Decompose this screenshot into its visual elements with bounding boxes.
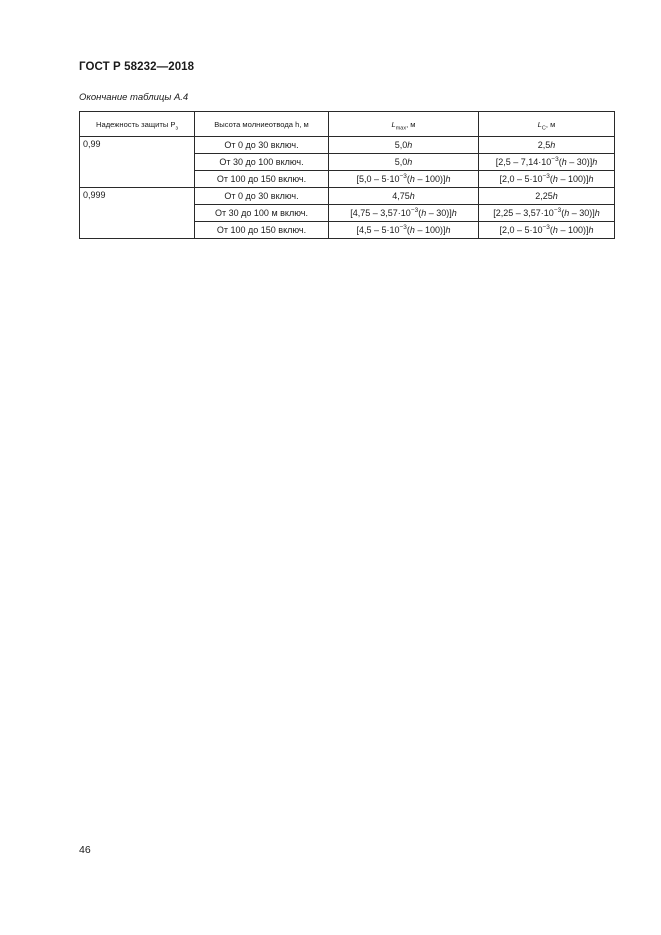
page-number: 46 (79, 844, 91, 856)
cell-lc: 2,25h (479, 188, 615, 205)
cell-lc: $[2,0 - 5\cdot 10^{-3}(h - 100)]h$ (479, 171, 615, 188)
cell-lmax: $[4,75 - 3,57\cdot 10^{-3}(h - 30)]h$ (329, 205, 479, 222)
header-lmax-subscript: max (395, 125, 407, 132)
document-header: ГОСТ Р 58232—2018 (79, 61, 195, 73)
cell-lmax: $[4,5 - 5\cdot 10^{-3}(h - 100)]h$ (329, 222, 479, 239)
header-lc-subscript: C (541, 125, 546, 132)
table-caption: Окончание таблицы А.4 (79, 92, 189, 103)
header-lmax-symbol: L (391, 119, 396, 129)
cell-lc: 2,5h (479, 137, 615, 154)
header-lmax (329, 112, 479, 137)
header-reliability (80, 112, 195, 137)
cell-height: От 0 до 30 включ. (195, 188, 329, 205)
cell-lc: $[2,0 - 5\cdot 10^{-3}(h - 100)]h$ (479, 222, 615, 239)
cell-height: От 30 до 100 включ. (195, 154, 329, 171)
cell-height: От 0 до 30 включ. (195, 137, 329, 154)
cell-lmax: 5,0h (329, 154, 479, 171)
cell-lmax: 5,0h (329, 137, 479, 154)
cell-lmax: $[5,0 - 5\cdot 10^{-3}(h - 100)]h$ (329, 171, 479, 188)
data-table (79, 111, 615, 239)
header-lc-unit: , м (545, 119, 556, 129)
cell-height: От 30 до 100 м включ. (195, 205, 329, 222)
cell-lc: $[2,5 - 7,14\cdot 10^{-3}(h - 30)]h$ (479, 154, 615, 171)
header-lc (479, 112, 615, 137)
cell-lc: $[2,25 - 3,57\cdot 10^{-3}(h - 30)]h$ (479, 205, 615, 222)
table-body (80, 137, 615, 239)
header-reliability-label: Надежность защиты P (96, 119, 176, 129)
table-row (80, 188, 615, 205)
header-reliability-subscript: з (175, 125, 178, 132)
header-lc-symbol: L (537, 119, 542, 129)
cell-reliability: 0,999 (80, 188, 195, 239)
header-lmax-unit: , м (406, 119, 416, 129)
table-header-row (80, 112, 615, 137)
cell-reliability: 0,99 (80, 137, 195, 188)
cell-lmax: 4,75h (329, 188, 479, 205)
cell-height: От 100 до 150 включ. (195, 171, 329, 188)
cell-height: От 100 до 150 включ. (195, 222, 329, 239)
table-row (80, 137, 615, 154)
header-height: Высота молниеотвода h, м (195, 112, 329, 137)
